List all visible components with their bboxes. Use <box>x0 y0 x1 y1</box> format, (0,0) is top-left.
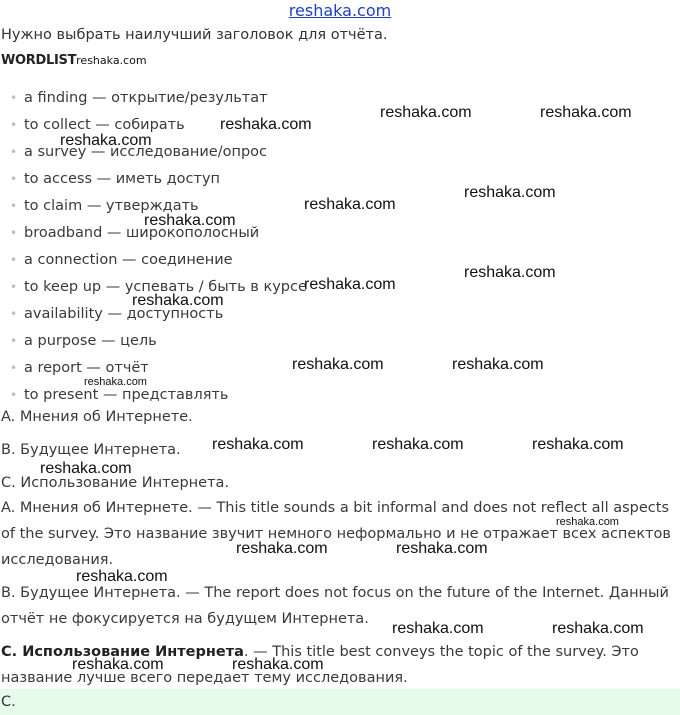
wordlist-item <box>10 252 233 268</box>
wordlist-item-text: a finding — открытие/результат <box>24 90 268 106</box>
watermark: reshaka.com <box>72 656 164 673</box>
wordlist-item <box>10 90 268 106</box>
answer-box <box>0 689 680 715</box>
wordlist-item <box>10 387 228 403</box>
correct-option-title: C. Использование Интернета <box>1 644 244 660</box>
explanation-a-line: of the survey. Это название звучит немного неформально и не отражает всех аспектов <box>1 526 671 542</box>
watermark: reshaka.com <box>372 436 464 453</box>
bullet-icon: • <box>10 145 18 159</box>
watermark: reshaka.com <box>84 376 147 388</box>
watermark: reshaka.com <box>304 276 396 293</box>
option-b: B. Будущее Интернета. <box>1 442 181 458</box>
intro-text: Нужно выбрать наилучший заголовок для отчёта. <box>1 27 388 43</box>
wordlist-item <box>10 333 157 349</box>
watermark: reshaka.com <box>464 184 556 201</box>
wordlist-item-text: a survey — исследование/опрос <box>24 144 267 160</box>
wordlist-item-text: to access — иметь доступ <box>24 171 221 187</box>
bullet-icon: • <box>10 226 18 240</box>
watermark: reshaka.com <box>540 104 632 121</box>
wordlist-item-text: to present — представлять <box>24 387 229 403</box>
wordlist-item-text: to collect — собирать <box>24 117 185 133</box>
explanation-a-line: исследования. <box>1 552 114 568</box>
explanation-a-line: A. Мнения об Интернете. — This title sounds a bit informal and does not reflect all aspects <box>1 500 670 516</box>
option-a: A. Мнения об Интернете. <box>1 409 193 425</box>
bullet-icon: • <box>10 118 18 132</box>
watermark: reshaka.com <box>212 436 304 453</box>
watermark: reshaka.com <box>292 356 384 373</box>
wordlist-item <box>10 360 149 376</box>
watermark: reshaka.com <box>380 104 472 121</box>
wordlist-item-text: a purpose — цель <box>24 333 157 349</box>
bullet-icon: • <box>10 172 18 186</box>
wordlist-heading <box>1 53 147 68</box>
explanation-b-line: отчёт не фокусируется на будущем Интернета. <box>1 611 369 627</box>
watermark: reshaka.com <box>304 196 396 213</box>
bullet-icon: • <box>10 307 18 321</box>
wordlist-item-text: to claim — утверждать <box>24 198 199 214</box>
watermark: reshaka.com <box>396 540 488 557</box>
explanation-c-line: название лучше всего передает тему исследования. <box>1 670 408 686</box>
wordlist-item <box>10 171 220 187</box>
answer-text: C. <box>1 694 16 710</box>
bullet-icon: • <box>10 361 18 375</box>
wordlist-title: WORDLIST <box>1 53 77 68</box>
watermark: reshaka.com <box>40 460 132 477</box>
watermark: reshaka.com <box>220 116 312 133</box>
wordlist-item-text: a report — отчёт <box>24 360 149 376</box>
watermark: reshaka.com <box>76 568 168 585</box>
watermark: reshaka.com <box>556 516 619 528</box>
wordlist-item <box>10 117 185 133</box>
watermark: reshaka.com <box>532 436 624 453</box>
watermark: reshaka.com <box>76 54 147 67</box>
wordlist-item-text: a connection — соединение <box>24 252 233 268</box>
watermark: reshaka.com <box>552 620 644 637</box>
bullet-icon: • <box>10 253 18 267</box>
wordlist-item-text: broadband — широкополосный <box>24 225 260 241</box>
option-c: C. Использование Интернета. <box>1 475 230 491</box>
watermark: reshaka.com <box>132 292 224 309</box>
watermark: reshaka.com <box>464 264 556 281</box>
bullet-icon: • <box>10 334 18 348</box>
wordlist-item-text: to keep up — успевать / быть в курсе <box>24 279 307 295</box>
watermark: reshaka.com <box>392 620 484 637</box>
bullet-icon: • <box>10 280 18 294</box>
watermark: reshaka.com <box>236 540 328 557</box>
bullet-icon: • <box>10 91 18 105</box>
bullet-icon: • <box>10 388 18 402</box>
wordlist-item-text: availability — доступность <box>24 306 224 322</box>
watermark: reshaka.com <box>60 132 152 149</box>
watermark: reshaka.com <box>452 356 544 373</box>
watermark: reshaka.com <box>144 212 236 229</box>
bullet-icon: • <box>10 199 18 213</box>
watermark: reshaka.com <box>232 656 324 673</box>
explanation-b-line: B. Будущее Интернета. — The report does not focus on the future of the Internet. Данный <box>1 585 669 601</box>
site-link[interactable]: reshaka.com <box>288 1 392 20</box>
explanation-c-text: . — This title best conveys the topic of the survey. Это <box>243 644 639 660</box>
